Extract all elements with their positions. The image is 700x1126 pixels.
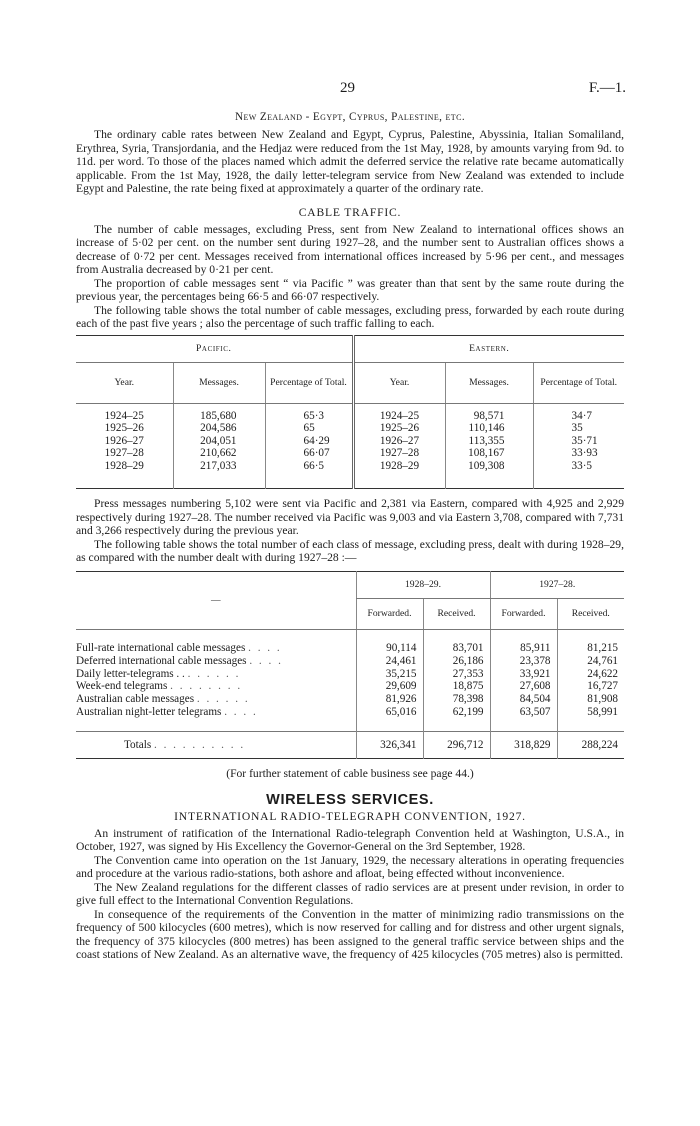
table-cell: 185,680 (200, 409, 237, 422)
table-cell: 1927–28 (104, 447, 144, 460)
col-forwarded-2: Forwarded. (490, 598, 557, 629)
table-cell: 78,398 (452, 693, 484, 706)
table-cell: 33,921 (519, 667, 551, 680)
table-cell: 296,712 (423, 731, 490, 758)
table-cell: 27,353 (452, 667, 484, 680)
paragraph-convention-operation: The Convention came into operation on the 1st January, 1929, the necessary alterations in operating frequencies and procedure at the various radio-stations, both ashore and afloat, being effected without inconvenience. (76, 853, 624, 881)
paragraph-class-table-intro: The following table shows the total number of each class of message, excluding press, dealt with during 1928–29, as compared with the number dealt with during 1927–28 :— (76, 537, 624, 565)
table-cell: 1925–26 (104, 422, 144, 435)
row-labels-cell (76, 629, 356, 731)
eastern-years-cell (353, 403, 445, 489)
eastern-heading: Eastern. (353, 335, 624, 362)
table-cell: 108,167 (468, 447, 505, 460)
paragraph-cable-traffic-3: The following table shows the total number of cable messages, excluding press, forwarded by each route during each of the past five years ; also the percentage of such traffic falling to each. (76, 303, 624, 330)
table-cell: 85,911 (520, 641, 551, 654)
col-messages-eastern: Messages. (445, 362, 533, 403)
row-label (76, 655, 356, 668)
paragraph-egypt-rates: The ordinary cable rates between New Zealand and Egypt, Cyprus, Palestine, Abyssinia, Italian Somaliland, Erythrea, Syria, Transjordania, and the Hedjaz were reduced from the 1st May, 1928, by amounts varying from 9d. to 11d. per word. To those of the places named which admit the deferred service the relative rate became automatically applicable. From the 1st May, 1928, the daily letter-telegram service from New Zealand was extended to include Egypt and Palestine, the rate being fixed at approximately a quarter of the ordinary rate. (76, 128, 624, 195)
table-cell: 35,215 (385, 667, 417, 680)
table-cell: 90,114 (386, 641, 417, 654)
totals-label: Totals (124, 738, 152, 751)
col-pct-eastern: Percentage of Total. (533, 362, 624, 403)
table-cell: 23,378 (519, 654, 551, 667)
table-cell: 81,926 (385, 693, 417, 706)
row-label (76, 668, 356, 681)
table-cell: 58,991 (587, 705, 618, 718)
leader-dots: . . . . (224, 705, 258, 718)
col-pct-pacific: Percentage of Total. (265, 362, 353, 403)
label-text: Full-rate international cable messages (76, 641, 246, 654)
label-text: Australian night-letter telegrams (76, 705, 222, 718)
wireless-services-heading: WIRELESS SERVICES. (266, 791, 434, 808)
table-cell: 204,586 (200, 422, 237, 435)
totals-row (76, 731, 624, 758)
col-forwarded-1: Forwarded. (356, 598, 423, 629)
received-1927-cell (557, 629, 624, 731)
table-cell: 62,199 (452, 705, 484, 718)
table-cell: 16,727 (587, 680, 618, 693)
label-text: Deferred international cable messages (76, 654, 247, 667)
table-cell: 83,701 (452, 641, 484, 654)
document-reference: F.—1. (588, 80, 626, 96)
table-cell: 1928–29 (104, 459, 144, 472)
table-cell: 18,875 (452, 680, 484, 693)
table-cell: 1927–28 (379, 447, 420, 460)
table-cell: 81,215 (587, 641, 618, 654)
forwarded-1927-cell (490, 629, 557, 731)
leader-dots: . . . . . . . . (170, 680, 243, 693)
paragraph-frequencies: In consequence of the requirements of the Convention in the matter of minimizing radio transmissions on the frequency of 500 kilocycles (600 metres), which is now reserved for calling and for distress and other urgent signals, the frequency of 375 kilocycles (800 metres) has been assigned to the general traffic service between ships and the coast stations of New Zealand. As an alternative wave, the frequency of 425 kilocycles (705 metres) also is permitted. (76, 907, 624, 962)
table-cell: 24,761 (587, 654, 618, 667)
page-header (0, 80, 700, 100)
table-cell: 33·5 (571, 459, 593, 472)
year-1928-29-heading: 1928–29. (356, 571, 490, 598)
table-cell: 1924–25 (104, 409, 144, 422)
row-label (76, 706, 356, 719)
table-cell: 65 (303, 422, 315, 435)
leader-dots: . . . . . . (187, 667, 241, 680)
table-cell: 66·07 (303, 447, 330, 460)
leader-dots: . . . . (248, 641, 282, 654)
row-label (76, 693, 356, 706)
leader-dots: . . . . (249, 654, 283, 667)
table-cell: 1926–27 (379, 434, 420, 447)
paragraph-ratification: An instrument of ratification of the International Radio-telegraph Convention held at Washington, U.S.A., in October, 1927, was signed by His Excellency the Governor-General on the 3rd September, 1928. (76, 826, 624, 854)
page-body (76, 110, 624, 962)
table-cell: 27,608 (519, 680, 551, 693)
label-text: Week-end telegrams (76, 680, 168, 693)
section-heading-egypt: New Zealand - Egypt, Cyprus, Palestine, etc. (234, 111, 466, 123)
table-cell: 65·3 (303, 409, 325, 422)
cable-route-table (76, 335, 624, 490)
paragraph-cable-traffic-2: The proportion of cable messages sent “ via Pacific ” was greater than that sent by the same route during the previous year, the percentages being 66·5 and 66·07 respectively. (76, 276, 624, 303)
eastern-pct-cell (533, 403, 624, 489)
eastern-messages-cell (445, 403, 533, 489)
table-cell: 217,033 (200, 459, 237, 472)
col-messages-pacific: Messages. (173, 362, 265, 403)
received-1928-cell (423, 629, 490, 731)
table-cell: 35·71 (571, 434, 598, 447)
leader-dots: . . . . . . . . . . (153, 738, 246, 751)
table-cell: 64·29 (303, 434, 330, 447)
table-cell: 66·5 (303, 459, 325, 472)
year-1927-28-heading: 1927–28. (490, 571, 624, 598)
table-cell: 326,341 (356, 731, 423, 758)
row-label (76, 680, 356, 693)
section-heading-cable-traffic: CABLE TRAFFIC. (298, 205, 402, 219)
col-received-2: Received. (557, 598, 624, 629)
table-cell: 288,224 (557, 731, 624, 758)
leader-dots: . . . . . . (196, 693, 250, 706)
label-text: Australian cable messages (76, 693, 195, 706)
message-class-table (76, 571, 624, 759)
totals-label-cell (76, 731, 356, 758)
table-cell: 109,308 (468, 459, 505, 472)
table-cell: 35 (571, 422, 583, 435)
table-cell: 1924–25 (379, 409, 420, 422)
table-cell: 1925–26 (379, 422, 420, 435)
label-column-heading: — (76, 571, 356, 629)
col-received-1: Received. (423, 598, 490, 629)
table-cell: 24,461 (385, 654, 417, 667)
pacific-years-cell (76, 403, 173, 489)
table-cell: 29,609 (385, 680, 417, 693)
col-year-pacific: Year. (76, 362, 173, 403)
pacific-pct-cell (265, 403, 353, 489)
table-cell: 210,662 (200, 447, 237, 460)
row-label (76, 642, 356, 655)
table-cell: 110,146 (468, 422, 505, 435)
table-cell: 26,186 (452, 654, 484, 667)
paragraph-cable-traffic-1: The number of cable messages, excluding Press, sent from New Zealand to international offices shows an increase of 5·02 per cent. on the number sent during 1927–28, and the number sent to Australian offices shows a decrease of 0·72 per cent. Messages received from international offices increased by 5·96 per cent., and messages from Australia decreased by 0·21 per cent. (76, 222, 624, 276)
convention-heading: INTERNATIONAL RADIO-TELEGRAPH CONVENTION, 1927. (174, 809, 526, 823)
table-cell: 81,908 (587, 693, 618, 706)
table-cell: 33·93 (571, 447, 598, 460)
pacific-heading: Pacific. (76, 335, 353, 362)
further-statement-note: (For further statement of cable business see page 44.) (226, 766, 474, 780)
table-cell: 24,622 (587, 667, 618, 680)
table-cell: 113,355 (468, 434, 505, 447)
paragraph-press-messages: Press messages numbering 5,102 were sent via Pacific and 2,381 via Eastern, compared with 4,925 and 2,929 respectively during 1927–28. The number received via Pacific was 9,003 and via Eastern 3,708, compared with 7,731 and 3,266 respectively during the previous year. (76, 497, 624, 538)
pacific-messages-cell (173, 403, 265, 489)
forwarded-1928-cell (356, 629, 423, 731)
table-cell: 98,571 (473, 409, 505, 422)
table-cell: 65,016 (385, 705, 417, 718)
table-cell: 1926–27 (104, 434, 144, 447)
table-cell: 1928–29 (379, 459, 420, 472)
page-number: 29 (340, 80, 355, 96)
table-cell: 84,504 (519, 693, 551, 706)
paragraph-regulations: The New Zealand regulations for the different classes of radio services are at present under revision, in order to give full effect to the International Convention Regulations. (76, 880, 624, 908)
col-year-eastern: Year. (353, 362, 445, 403)
table-cell: 318,829 (490, 731, 557, 758)
table-cell: 34·7 (571, 409, 593, 422)
table-cell: 204,051 (200, 434, 237, 447)
table-cell: 63,507 (519, 705, 551, 718)
label-text: Daily letter-telegrams . . (76, 667, 185, 680)
